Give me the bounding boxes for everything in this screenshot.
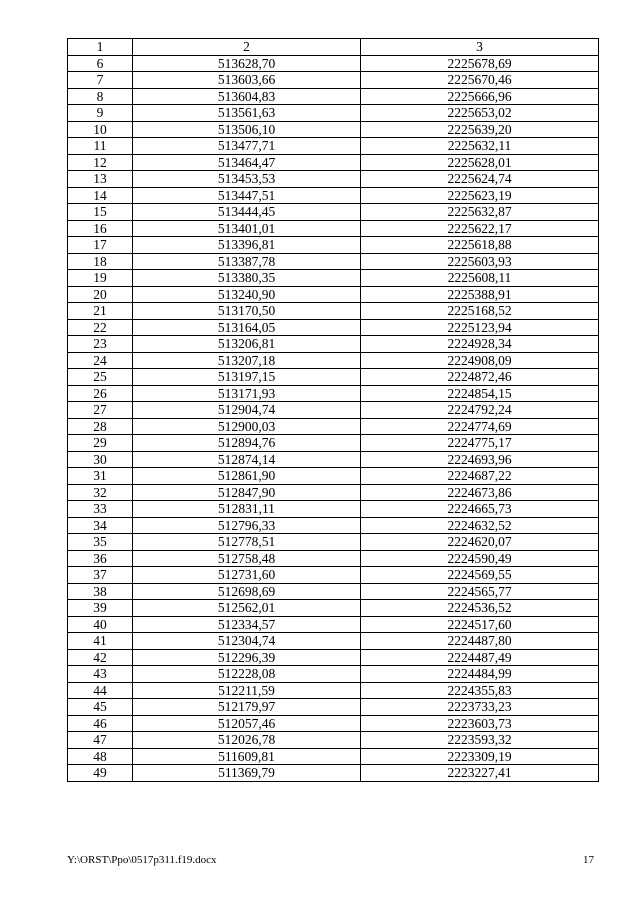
table-row — [68, 286, 599, 303]
point-number-cell: 9 — [68, 105, 133, 122]
x-coordinate-cell: 512796,33 — [133, 517, 361, 534]
point-number-cell: 36 — [68, 550, 133, 567]
table-row — [68, 649, 599, 666]
point-number-cell: 27 — [68, 402, 133, 419]
table-row — [68, 517, 599, 534]
point-number-cell: 43 — [68, 666, 133, 683]
point-number-cell: 33 — [68, 501, 133, 518]
x-coordinate-cell: 512057,46 — [133, 715, 361, 732]
point-number-cell: 28 — [68, 418, 133, 435]
point-number-cell: 37 — [68, 567, 133, 584]
point-number-cell: 10 — [68, 121, 133, 138]
point-number-cell: 42 — [68, 649, 133, 666]
x-coordinate-cell: 512562,01 — [133, 600, 361, 617]
point-number-cell: 40 — [68, 616, 133, 633]
y-coordinate-cell: 2225632,11 — [361, 138, 599, 155]
x-coordinate-cell: 512847,90 — [133, 484, 361, 501]
table-row — [68, 237, 599, 254]
table-row — [68, 55, 599, 72]
y-coordinate-cell: 2225622,17 — [361, 220, 599, 237]
y-coordinate-cell: 2224854,15 — [361, 385, 599, 402]
y-coordinate-cell: 2225623,19 — [361, 187, 599, 204]
x-coordinate-cell: 513396,81 — [133, 237, 361, 254]
table-row — [68, 666, 599, 683]
point-number-cell: 44 — [68, 682, 133, 699]
y-coordinate-cell: 2225632,87 — [361, 204, 599, 221]
y-coordinate-cell: 2223593,32 — [361, 732, 599, 749]
y-coordinate-cell: 2224517,60 — [361, 616, 599, 633]
y-coordinate-cell: 2225670,46 — [361, 72, 599, 89]
x-coordinate-cell: 512026,78 — [133, 732, 361, 749]
x-coordinate-cell: 513164,05 — [133, 319, 361, 336]
point-number-cell: 18 — [68, 253, 133, 270]
x-coordinate-cell: 513170,50 — [133, 303, 361, 320]
point-number-cell: 13 — [68, 171, 133, 188]
x-coordinate-cell: 513401,01 — [133, 220, 361, 237]
x-coordinate-cell: 513380,35 — [133, 270, 361, 287]
table-row — [68, 171, 599, 188]
table-row — [68, 220, 599, 237]
x-coordinate-cell: 513604,83 — [133, 88, 361, 105]
table-row — [68, 385, 599, 402]
x-coordinate-cell: 512228,08 — [133, 666, 361, 683]
coordinates-table — [67, 38, 599, 782]
table-row — [68, 336, 599, 353]
table-row — [68, 583, 599, 600]
y-coordinate-cell: 2225608,11 — [361, 270, 599, 287]
x-coordinate-cell: 512698,69 — [133, 583, 361, 600]
point-number-cell: 46 — [68, 715, 133, 732]
y-coordinate-cell: 2224355,83 — [361, 682, 599, 699]
x-coordinate-cell: 513240,90 — [133, 286, 361, 303]
point-number-cell: 12 — [68, 154, 133, 171]
y-coordinate-cell: 2225624,74 — [361, 171, 599, 188]
y-coordinate-cell: 2225666,96 — [361, 88, 599, 105]
y-coordinate-cell: 2225639,20 — [361, 121, 599, 138]
x-coordinate-cell: 512831,11 — [133, 501, 361, 518]
point-number-cell: 21 — [68, 303, 133, 320]
x-coordinate-cell: 513206,81 — [133, 336, 361, 353]
table-row — [68, 550, 599, 567]
point-number-cell: 23 — [68, 336, 133, 353]
table-row — [68, 715, 599, 732]
y-coordinate-cell: 2225388,91 — [361, 286, 599, 303]
point-number-cell: 30 — [68, 451, 133, 468]
x-coordinate-cell: 512179,97 — [133, 699, 361, 716]
y-coordinate-cell: 2224487,49 — [361, 649, 599, 666]
table-row — [68, 616, 599, 633]
table-header — [68, 39, 599, 56]
table-row — [68, 121, 599, 138]
point-number-cell: 24 — [68, 352, 133, 369]
y-coordinate-cell: 2224536,52 — [361, 600, 599, 617]
table-row — [68, 633, 599, 650]
x-coordinate-cell: 512904,74 — [133, 402, 361, 419]
table-row — [68, 732, 599, 749]
point-number-cell: 20 — [68, 286, 133, 303]
header-col-1: 1 — [68, 39, 133, 56]
x-coordinate-cell: 512731,60 — [133, 567, 361, 584]
point-number-cell: 41 — [68, 633, 133, 650]
point-number-cell: 32 — [68, 484, 133, 501]
header-col-2: 2 — [133, 39, 361, 56]
header-row — [68, 39, 599, 56]
y-coordinate-cell: 2223227,41 — [361, 765, 599, 782]
x-coordinate-cell: 513197,15 — [133, 369, 361, 386]
table-row — [68, 369, 599, 386]
table-row — [68, 468, 599, 485]
table-row — [68, 105, 599, 122]
table-row — [68, 418, 599, 435]
table-row — [68, 765, 599, 782]
y-coordinate-cell: 2225603,93 — [361, 253, 599, 270]
table-row — [68, 88, 599, 105]
table-row — [68, 204, 599, 221]
y-coordinate-cell: 2224908,09 — [361, 352, 599, 369]
y-coordinate-cell: 2224487,80 — [361, 633, 599, 650]
y-coordinate-cell: 2224590,49 — [361, 550, 599, 567]
table-row — [68, 699, 599, 716]
y-coordinate-cell: 2225123,94 — [361, 319, 599, 336]
table-row — [68, 600, 599, 617]
point-number-cell: 19 — [68, 270, 133, 287]
y-coordinate-cell: 2225168,52 — [361, 303, 599, 320]
x-coordinate-cell: 513171,93 — [133, 385, 361, 402]
y-coordinate-cell: 2224665,73 — [361, 501, 599, 518]
x-coordinate-cell: 511369,79 — [133, 765, 361, 782]
x-coordinate-cell: 513603,66 — [133, 72, 361, 89]
point-number-cell: 25 — [68, 369, 133, 386]
y-coordinate-cell: 2223603,73 — [361, 715, 599, 732]
x-coordinate-cell: 513207,18 — [133, 352, 361, 369]
header-col-3: 3 — [361, 39, 599, 56]
x-coordinate-cell: 513628,70 — [133, 55, 361, 72]
y-coordinate-cell: 2223309,19 — [361, 748, 599, 765]
point-number-cell: 38 — [68, 583, 133, 600]
y-coordinate-cell: 2225628,01 — [361, 154, 599, 171]
x-coordinate-cell: 513444,45 — [133, 204, 361, 221]
x-coordinate-cell: 513506,10 — [133, 121, 361, 138]
y-coordinate-cell: 2224565,77 — [361, 583, 599, 600]
table-row — [68, 748, 599, 765]
y-coordinate-cell: 2225678,69 — [361, 55, 599, 72]
table-row — [68, 352, 599, 369]
table-row — [68, 534, 599, 551]
y-coordinate-cell: 2224774,69 — [361, 418, 599, 435]
x-coordinate-cell: 512758,48 — [133, 550, 361, 567]
table-row — [68, 451, 599, 468]
table-row — [68, 270, 599, 287]
point-number-cell: 29 — [68, 435, 133, 452]
x-coordinate-cell: 513447,51 — [133, 187, 361, 204]
point-number-cell: 6 — [68, 55, 133, 72]
x-coordinate-cell: 513453,53 — [133, 171, 361, 188]
point-number-cell: 31 — [68, 468, 133, 485]
point-number-cell: 8 — [68, 88, 133, 105]
x-coordinate-cell: 512778,51 — [133, 534, 361, 551]
y-coordinate-cell: 2224872,46 — [361, 369, 599, 386]
point-number-cell: 49 — [68, 765, 133, 782]
table-row — [68, 303, 599, 320]
table-row — [68, 187, 599, 204]
point-number-cell: 17 — [68, 237, 133, 254]
table-row — [68, 402, 599, 419]
point-number-cell: 14 — [68, 187, 133, 204]
table-row — [68, 501, 599, 518]
point-number-cell: 35 — [68, 534, 133, 551]
x-coordinate-cell: 511609,81 — [133, 748, 361, 765]
point-number-cell: 15 — [68, 204, 133, 221]
y-coordinate-cell: 2224484,99 — [361, 666, 599, 683]
y-coordinate-cell: 2224620,07 — [361, 534, 599, 551]
x-coordinate-cell: 513561,63 — [133, 105, 361, 122]
x-coordinate-cell: 512894,76 — [133, 435, 361, 452]
x-coordinate-cell: 512296,39 — [133, 649, 361, 666]
x-coordinate-cell: 513387,78 — [133, 253, 361, 270]
x-coordinate-cell: 512211,59 — [133, 682, 361, 699]
table-row — [68, 567, 599, 584]
x-coordinate-cell: 512334,57 — [133, 616, 361, 633]
x-coordinate-cell: 512861,90 — [133, 468, 361, 485]
table-row — [68, 435, 599, 452]
point-number-cell: 22 — [68, 319, 133, 336]
table-row — [68, 319, 599, 336]
y-coordinate-cell: 2224632,52 — [361, 517, 599, 534]
table-row — [68, 138, 599, 155]
point-number-cell: 48 — [68, 748, 133, 765]
point-number-cell: 34 — [68, 517, 133, 534]
y-coordinate-cell: 2224687,22 — [361, 468, 599, 485]
table-row — [68, 484, 599, 501]
y-coordinate-cell: 2224775,17 — [361, 435, 599, 452]
point-number-cell: 11 — [68, 138, 133, 155]
x-coordinate-cell: 512304,74 — [133, 633, 361, 650]
table-body — [68, 55, 599, 781]
y-coordinate-cell: 2224693,96 — [361, 451, 599, 468]
y-coordinate-cell: 2224928,34 — [361, 336, 599, 353]
table-row — [68, 72, 599, 89]
x-coordinate-cell: 512900,03 — [133, 418, 361, 435]
table-row — [68, 154, 599, 171]
point-number-cell: 39 — [68, 600, 133, 617]
x-coordinate-cell: 513477,71 — [133, 138, 361, 155]
y-coordinate-cell: 2224569,55 — [361, 567, 599, 584]
footer-file-path: Y:\ORST\Ppo\0517p311.f19.docx — [67, 854, 217, 866]
point-number-cell: 16 — [68, 220, 133, 237]
y-coordinate-cell: 2224673,86 — [361, 484, 599, 501]
point-number-cell: 7 — [68, 72, 133, 89]
y-coordinate-cell: 2224792,24 — [361, 402, 599, 419]
table-row — [68, 253, 599, 270]
x-coordinate-cell: 512874,14 — [133, 451, 361, 468]
footer-page-number: 17 — [583, 854, 594, 866]
y-coordinate-cell: 2225653,02 — [361, 105, 599, 122]
y-coordinate-cell: 2225618,88 — [361, 237, 599, 254]
table-row — [68, 682, 599, 699]
point-number-cell: 45 — [68, 699, 133, 716]
x-coordinate-cell: 513464,47 — [133, 154, 361, 171]
point-number-cell: 47 — [68, 732, 133, 749]
point-number-cell: 26 — [68, 385, 133, 402]
y-coordinate-cell: 2223733,23 — [361, 699, 599, 716]
